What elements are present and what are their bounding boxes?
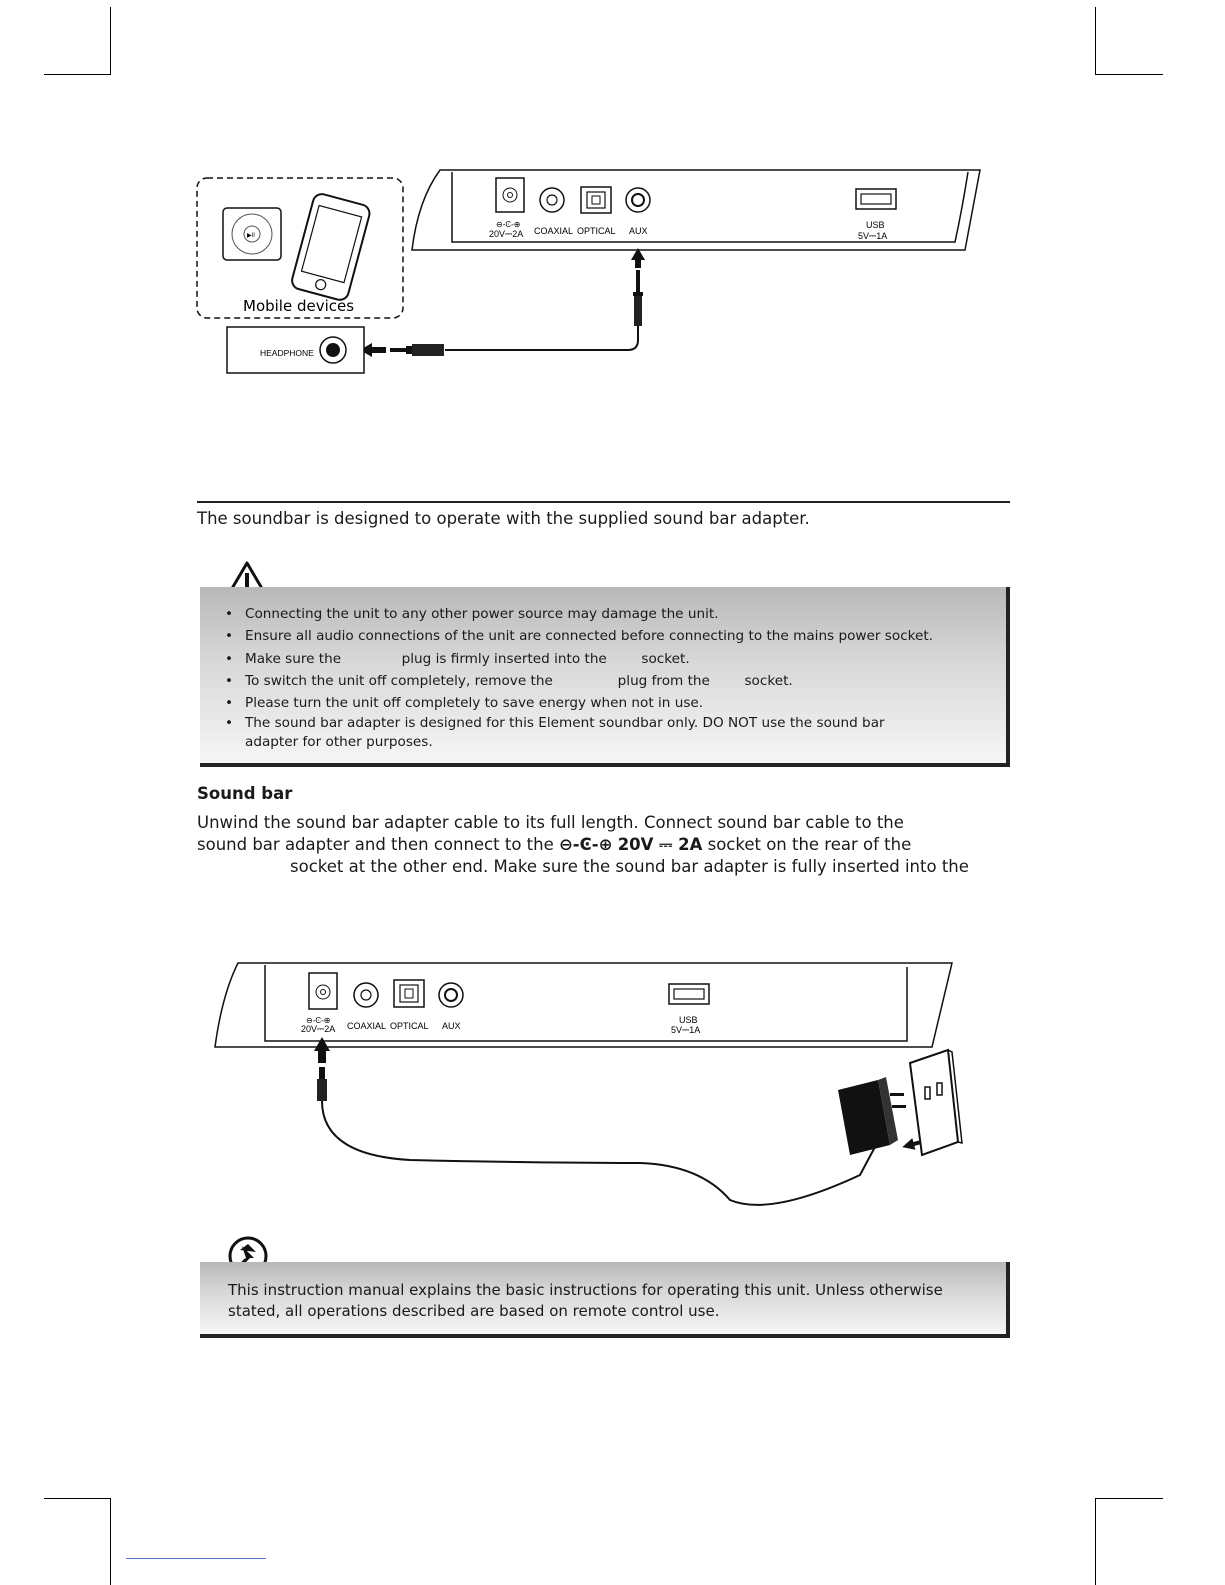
dc-polarity-symbol: ⊖-Ͼ-⊕ xyxy=(558,835,613,854)
crop-mark xyxy=(110,1498,111,1585)
warning-item: • Ensure all audio connections of the unit are connected before connecting to the mains power socket. xyxy=(225,628,934,645)
hyperlink-underline xyxy=(126,1558,266,1559)
crop-mark xyxy=(44,1498,111,1499)
warning-box xyxy=(200,587,1010,767)
instruction-line: sound bar adapter and then connect to the ⊖-Ͼ-⊕ 20V ⎓ 2A socket on the rear of the xyxy=(197,835,912,854)
usb-label: USB xyxy=(866,220,885,230)
coaxial-label: COAXIAL xyxy=(534,226,574,236)
crop-mark xyxy=(1095,1498,1163,1499)
instruction-line: socket at the other end. Make sure the sound bar adapter is fully inserted into the xyxy=(290,857,969,876)
dc-rating-label: 20V⎓2A xyxy=(301,1024,336,1034)
mobile-devices-label: Mobile devices xyxy=(243,297,355,315)
usb-rating-label: 5V⎓1A xyxy=(671,1025,701,1035)
arrow-up-icon xyxy=(631,248,645,268)
crop-mark xyxy=(1095,74,1163,75)
crop-mark xyxy=(44,74,111,75)
aux-connection-diagram xyxy=(190,160,990,380)
warning-item: • Please turn the unit off completely to save energy when not in use. xyxy=(225,695,704,712)
dc-rating-label: 20V⎓2A xyxy=(489,229,524,239)
coaxial-label: COAXIAL xyxy=(347,1021,387,1031)
crop-mark xyxy=(1095,1498,1096,1585)
crop-mark xyxy=(1095,7,1096,75)
aux-label: AUX xyxy=(442,1021,461,1031)
dc-port xyxy=(496,178,524,212)
aux-cable xyxy=(445,326,638,350)
section-heading: Sound bar xyxy=(197,784,293,803)
usb-label: USB xyxy=(679,1015,698,1025)
warning-item: • Make sure the plug is firmly inserted into the socket. xyxy=(225,650,690,667)
usb-rating-label: 5V⎓1A xyxy=(858,231,888,241)
intro-text: The soundbar is designed to operate with the supplied sound bar adapter. xyxy=(197,509,810,528)
power-adapter-icon xyxy=(838,1077,906,1155)
section-divider xyxy=(197,501,1010,503)
svg-text:▶II: ▶II xyxy=(247,233,255,239)
headphone-label: HEADPHONE xyxy=(260,348,314,358)
aux-label: AUX xyxy=(629,226,648,236)
warning-item: • The sound bar adapter is designed for this Element soundbar only. DO NOT use the sound bar adapter for other purposes. xyxy=(225,715,885,751)
warning-item: • Connecting the unit to any other power source may damage the unit. xyxy=(225,606,719,622)
dc-port xyxy=(309,973,337,1009)
warning-item: • To switch the unit off completely, remove the plug from the socket. xyxy=(225,672,793,689)
optical-label: OPTICAL xyxy=(390,1021,429,1031)
music-player-icon xyxy=(223,208,281,260)
smartphone-icon xyxy=(290,192,371,302)
power-cable xyxy=(322,1101,876,1205)
optical-label: OPTICAL xyxy=(577,226,616,236)
note-box xyxy=(200,1262,1010,1338)
dc-rating: 20V ⎓ 2A xyxy=(617,835,703,854)
power-connection-diagram xyxy=(210,955,970,1215)
note-text: This instruction manual explains the basic instructions for operating this unit. Unless otherwise stated, all operations described are based on remote control use. xyxy=(228,1281,943,1320)
wall-socket-icon xyxy=(910,1050,962,1155)
dc-symbol-label: ⊖-Ͼ-⊕ xyxy=(496,220,521,229)
crop-mark xyxy=(110,7,111,75)
arrow-right-icon xyxy=(901,1137,921,1153)
dc-symbol-label: ⊖-Ͼ-⊕ xyxy=(306,1016,331,1025)
instruction-line: Unwind the sound bar adapter cable to its full length. Connect sound bar cable to the xyxy=(197,813,904,832)
